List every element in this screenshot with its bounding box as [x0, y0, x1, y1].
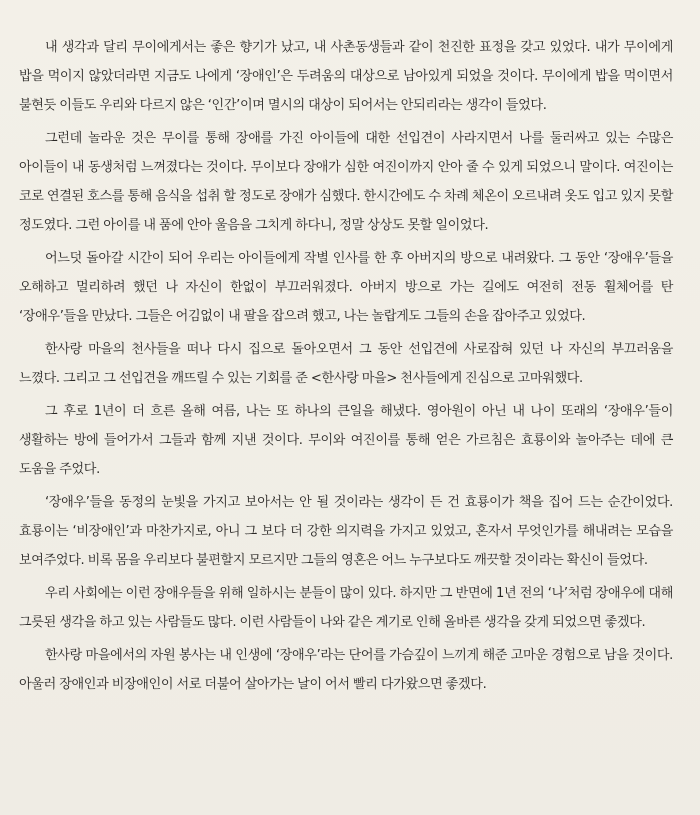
paragraph-7: 우리 사회에는 이런 장애우들을 위해 일하시는 분들이 많이 있다. 하지만 그 반면에 1년 전의 ‘나’처럼 장애우에 대해 그릇된 생각을 하고 있는 사람들도 많다. 이런 사람들이 나와 같은 계기로 인해 올바른 생각을 갖게 되었으면 좋겠다.	[19, 586, 673, 630]
paragraph-8: 한사랑 마을에서의 자원 봉사는 내 인생에 ‘장애우’라는 단어를 가슴깊이 느끼게 해준 고마운 경험으로 남을 것이다. 아울러 장애인과 비장애인이 서로 더불어 살아가는 날이 어서 빨리 다가왔으면 좋겠다.	[19, 648, 673, 692]
paragraph-3: 어느덧 돌아갈 시간이 되어 우리는 아이들에게 작별 인사를 한 후 아버지의 방으로 내려왔다. 그 동안 ‘장애우’들을 오해하고 멀리하려 했던 나 자신이 한없이 부끄러워졌다. 아버지 방으로 가는 길에도 여전히 전동 휠체어를 탄 ‘장애우’들을 만났다. 그들은 어김없이 내 팔을 잡으려 했고, 나는 놀랍게도 그들의 손을 잡아주고 있었다.	[19, 251, 673, 324]
paragraph-2: 그런데 놀라운 것은 무이를 통해 장애를 가진 아이들에 대한 선입견이 사라지면서 나를 둘러싸고 있는 수많은 아이들이 내 동생처럼 느껴졌다는 것이다. 무이보다 장애가 심한 여진이까지 안아 줄 수 있게 되었으니 말이다. 여진이는 코로 연결된 호스를 통해 음식을 섭취 할 정도로 장애가 심했다. 한시간에도 수 차례 체온이 오르내려 옷도 입고 있지 못할 정도였다. 그런 아이를 내 품에 안아 울음을 그치게 하다니, 정말 상상도 못할 일이었다.	[19, 131, 673, 233]
paragraph-5: 그 후로 1년이 더 흐른 올해 여름, 나는 또 하나의 큰일을 해냈다. 영아원이 아닌 내 나이 또래의 ‘장애우’들이 생활하는 방에 들어가서 그들과 함께 지낸 것이다. 무이와 여진이를 통해 얻은 가르침은 효룡이와 놀아주는 데에 큰 도움을 주었다.	[19, 404, 673, 477]
paragraph-1: 내 생각과 달리 무이에게서는 좋은 향기가 났고, 내 사촌동생들과 같이 천진한 표정을 갖고 있었다. 내가 무이에게 밥을 먹이지 않았더라면 지금도 나에게 ‘장애인’은 두려움의 대상으로 남아있게 되었을 것이다. 무이에게 밥을 먹이면서 불현듯 이들도 우리와 다르지 않은 ‘인간’이며 멸시의 대상이 되어서는 안되리라는 생각이 들었다.	[19, 40, 673, 113]
paragraph-4: 한사랑 마을의 천사들을 떠나 다시 집으로 돌아오면서 그 동안 선입견에 사로잡혀 있던 나 자신의 부끄러움을 느꼈다. 그리고 그 선입견을 깨뜨릴 수 있는 기회를 준 <한사랑 마을> 천사들에게 진심으로 고마워했다.	[19, 342, 673, 386]
paragraph-6: ‘장애우’들을 동정의 눈빛을 가지고 보아서는 안 될 것이라는 생각이 든 건 효룡이가 책을 집어 드는 순간이었다. 효룡이는 ‘비장애인’과 마찬가지로, 아니 그 보다 더 강한 의지력을 가지고 있었고, 혼자서 무엇인가를 해내려는 모습을 보여주었다. 비록 몸을 우리보다 불편할지 모르지만 그들의 영혼은 어느 누구보다도 깨끗할 것이라는 확신이 들었다.	[19, 495, 673, 568]
